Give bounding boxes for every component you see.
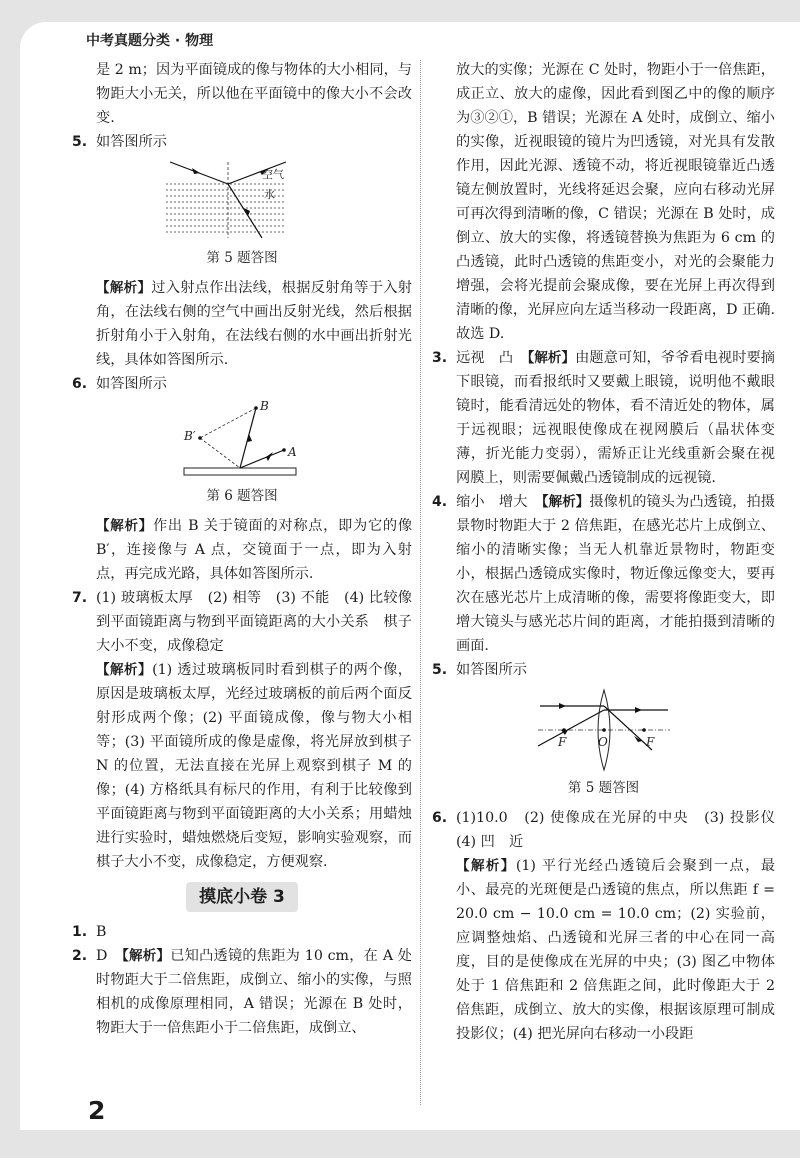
- question-number: 7.: [72, 590, 88, 606]
- virtual-ray: [200, 438, 240, 468]
- refracted-ray: [228, 184, 262, 238]
- answer-text: 如答图所示: [96, 376, 167, 392]
- analysis-6: [72, 514, 412, 586]
- mock-question-4: [432, 490, 775, 658]
- plane-mirror-figure: [172, 400, 312, 480]
- label-b: B: [260, 400, 269, 413]
- analysis-text: 由题意可知，爷爷看电视时要摘下眼镜，而看报纸时又要戴上眼镜，说明他不戴眼镜时，能看清远处的物体，看不清近处的物体，属于远视眼；远视眼使像成在视网膜后（晶状体变薄，折光能力变弱），需矫正让光线重新会聚在视网膜上，则需要佩戴凸透镜制成的远视镜.: [456, 350, 775, 486]
- left-column: [72, 58, 412, 1040]
- air-label: 空气: [262, 168, 284, 181]
- answer-text: D: [96, 948, 108, 964]
- focal-point-left: [562, 728, 566, 732]
- label-f-left: F: [557, 735, 566, 749]
- label-b-prime: B′: [184, 429, 196, 443]
- analysis-7: [72, 658, 412, 874]
- label-o: O: [597, 735, 608, 749]
- analysis-tag: 【解析】: [96, 662, 153, 678]
- reflection-refraction-figure: [162, 158, 322, 242]
- mock-question-3: [432, 346, 775, 490]
- answer-text: 远视 凸: [456, 350, 514, 366]
- running-header: 中考真题分类 · 物理: [86, 33, 214, 49]
- water-label: 水: [264, 188, 275, 201]
- refracted-through-focus-ray: [604, 706, 652, 750]
- question-number: 3.: [432, 350, 448, 366]
- question-number: 2.: [72, 948, 88, 964]
- symmetry-line: [200, 408, 256, 438]
- answer-text: (1) 玻璃板太厚 (2) 相等 (3) 不能 (4) 比较像到平面镜距离与物到平面镜距离的大小关系 棋子大小不变，成像稳定: [96, 590, 412, 654]
- point-a: [282, 448, 286, 452]
- question-number: 6.: [432, 810, 448, 826]
- continued-answer: 是 2 m；因为平面镜成的像与物体的大小相同，与物距大小无关，所以他在平面镜中的像大小不会改变.: [96, 62, 412, 126]
- analysis-text: (1) 透过玻璃板同时看到棋子的两个像，原因是玻璃板太厚，光经过玻璃板的前后两个面反射形成两个像；(2) 平面镜成像，像与物大小相等；(3) 平面镜所成的像是虚像，将光屏放到棋子 N 的位置，无法直接在光屏上观察到棋子 M 的像；(4) 方格纸具有标尺的作用，有利于比较像到平面镜距离与物到平面镜距离的大小关系；用蜡烛进行实验时，蜡烛燃烧后变短，影响实验观察，而棋子大小不变，成像稳定，方便观察.: [96, 662, 412, 870]
- analysis-text: 摄像机的镜头为凸透镜，拍摄景物时物距大于 2 倍焦距，在感光芯片上成倒立、缩小的清晰实像；当无人机靠近景物时，物距变小，根据凸透镜成实像时，物近像远像变大，要再次在感光芯片上成清晰的像，需要将像距变大，即增大镜头与感光芯片间的距离，才能拍摄到清晰的画面.: [456, 494, 775, 654]
- analysis-text: 作出 B 关于镜面的对称点，即为它的像 B′，连接像与 A 点，交镜面于一点，即为入射点，再完成光路，具体如答图所示.: [96, 518, 413, 582]
- incident-arrow: [192, 168, 200, 174]
- answer-text: B: [96, 924, 107, 940]
- mock-question-2: [72, 944, 412, 1040]
- reflected-ray: [240, 450, 284, 468]
- question-6: [72, 372, 412, 396]
- point-b-prime: [198, 436, 202, 440]
- section-title: 摸底小卷 3: [186, 882, 298, 912]
- question-number: 5.: [72, 134, 88, 150]
- continued-analysis: 放大的实像；光源在 C 处时，物距小于一倍焦距，成正立、放大的虚像，因此看到图乙中的像的顺序为③②①，B 错误；光源在 A 处时，成倒立、缩小的实像，近视眼镜的镜片为凹透镜，对光具有发散作用，因此光源、透镜不动，将近视眼镜靠近凸透镜左侧放置时，光线将延迟会聚，应向右移动光屏可再次得到清晰的像，C 错误；光源在 B 处时，成倒立、放大的实像，将透镜替换为焦距为 6 cm 的凸透镜，此时凸透镜的焦距变小，对光的会聚能力增强，会将光提前会聚成像，要在光屏上再次得到清晰的像，光屏应向左适当移动一段距离，D 正确. 故选 D.: [456, 62, 775, 342]
- analysis-text: (1) 平行光经凸透镜后会聚到一点，最小、最亮的光斑便是凸透镜的焦点，所以焦距 f = 20.0 cm − 10.0 cm = 10.0 cm；(2) 实验前，应调整烛焰、凸透镜和光屏三者的中心在同一高度，目的是使像成在光屏的中央；(3) 图乙中物体处于 1 倍焦距和 2 倍焦距之间，此时像距大于 2 倍焦距，成倒立、放大的实像，根据该原理可制成投影仪；(4) 把光屏向右移动一小段距: [456, 858, 776, 1042]
- mock-question-6: [432, 806, 790, 854]
- page-number: 2: [88, 1096, 106, 1125]
- answer-text: 如答图所示: [456, 662, 527, 678]
- figure-caption: 第 5 题答图: [567, 780, 640, 796]
- analysis-tag: 【解析】: [527, 350, 576, 366]
- mock-question-1: [72, 920, 412, 944]
- label-f-right: F: [645, 735, 654, 749]
- answer-text: 缩小 增大: [456, 494, 528, 510]
- analysis-tag: 【解析】: [122, 948, 171, 964]
- answer-text: (1)10.0 (2) 使像成在光屏的中央 (3) 投影仪 (4) 凹 近: [456, 810, 790, 850]
- column-divider: [420, 60, 421, 1105]
- focal-point-right: [642, 728, 646, 732]
- question-number: 5.: [432, 662, 448, 678]
- analysis-text: 已知凸透镜的焦距为 10 cm，在 A 处时物距大于二倍焦距，成倒立、缩小的实像，与照相机的成像原理相同，A 错误；光源在 B 处时，物距大于一倍焦距小于二倍焦距，成倒立、: [96, 948, 412, 1036]
- analysis-m6: [432, 854, 775, 1046]
- analysis-tag: 【解析】: [456, 858, 516, 874]
- page: [20, 22, 800, 1130]
- figure-caption: 第 5 题答图: [206, 250, 278, 266]
- question-5: [72, 130, 412, 154]
- reflected-arrow: [266, 452, 273, 461]
- mock-question-5: [432, 658, 775, 682]
- figure-caption: 第 6 题答图: [206, 488, 278, 504]
- analysis-tag: 【解析】: [541, 494, 590, 510]
- analysis-tag: 【解析】: [96, 280, 152, 296]
- mirror: [184, 468, 296, 475]
- question-number: 6.: [72, 376, 88, 392]
- answer-text: 如答图所示: [96, 134, 167, 150]
- focus-incident-ray: [538, 710, 604, 746]
- convex-lens-figure: [534, 686, 674, 772]
- analysis-5: [72, 276, 412, 372]
- analysis-tag: 【解析】: [96, 518, 153, 534]
- question-number: 4.: [432, 494, 448, 510]
- label-a: A: [288, 445, 297, 459]
- point-b: [254, 406, 258, 410]
- optical-center: [602, 728, 606, 732]
- question-number: 1.: [72, 924, 88, 940]
- right-column: [432, 58, 790, 1046]
- question-7: [72, 586, 412, 658]
- analysis-text: 过入射点作出法线，根据反射角等于入射角，在法线右侧的空气中画出反射光线，然后根据折射角小于入射角，在法线右侧的水中画出折射光线，具体如答图所示.: [96, 280, 412, 368]
